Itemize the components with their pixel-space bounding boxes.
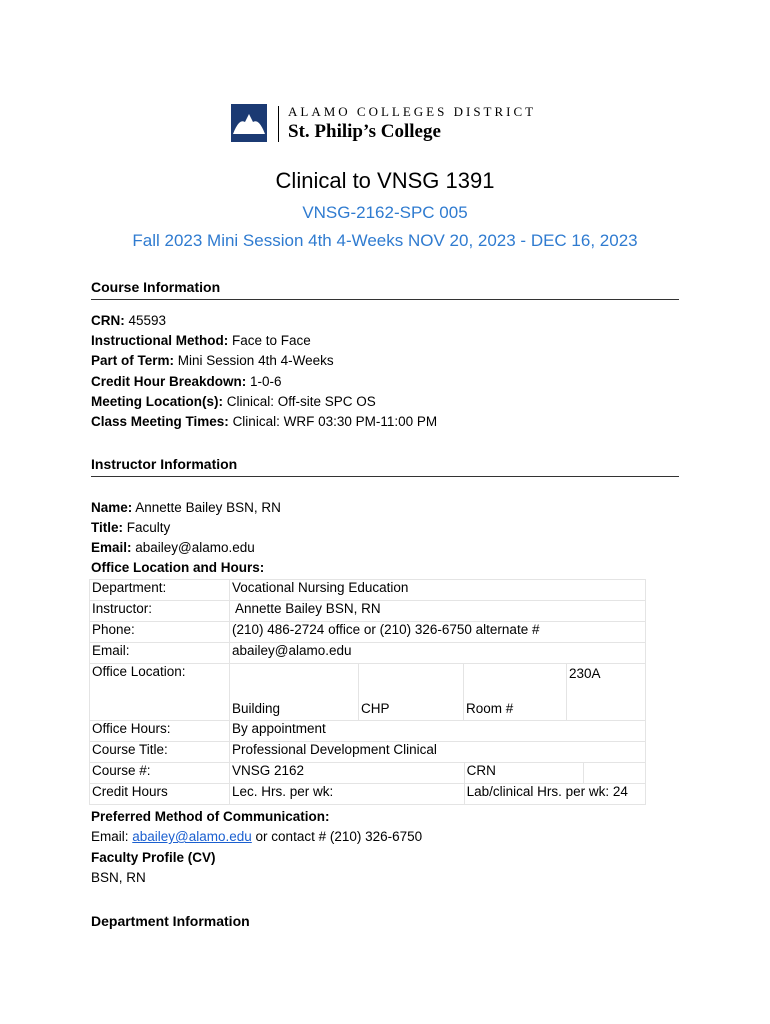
instructor-email-link[interactable]: abailey@alamo.edu [132,829,252,844]
lab-hours-label: Lab/clinical Hrs. per wk: 24 [464,784,645,805]
instructional-method-line: Instructional Method: Face to Face [91,333,311,348]
instructor-email-line: Email: abailey@alamo.edu [91,540,255,555]
instructor-title-line: Title: Faculty [91,520,171,535]
college-name: St. Philip’s College [288,121,441,142]
room-label: Room # [464,664,567,720]
phone-label: Phone: [90,622,230,643]
district-name: ALAMO COLLEGES DISTRICT [288,104,537,119]
department-label: Department: [90,580,230,601]
instructor-label: Instructor: [90,601,230,622]
room-value: 230A [569,666,601,681]
college-logo [231,104,551,144]
crn-line: CRN: 45593 [91,313,167,328]
office-info-table [89,579,646,805]
department-info-heading: Department Information [91,913,250,929]
credit-hours-label: Credit Hours [90,784,230,805]
course-section: VNSG-2162-SPC 005 [302,203,468,222]
building-label: Building [230,664,359,720]
office-location-cell [230,664,646,721]
office-location-subtable [230,664,645,720]
credit-hour-line: Credit Hour Breakdown: 1-0-6 [91,374,282,389]
building-value: CHP [359,664,464,720]
table-row [90,784,646,805]
meeting-location-line: Meeting Location(s): Clinical: Off-site SPC OS [91,394,376,409]
table-row [90,580,646,601]
term-dates: Fall 2023 Mini Session 4th 4-Weeks NOV 20, 2023 - DEC 16, 2023 [132,231,638,250]
office-hours-label: Office Hours: [90,721,230,742]
course-info-heading: Course Information [91,279,679,300]
faculty-profile-heading: Faculty Profile (CV) [91,850,216,865]
instructor-value: Annette Bailey BSN, RN [230,601,646,622]
office-location-heading: Office Location and Hours: [91,560,265,575]
faculty-profile-value: BSN, RN [91,870,146,885]
table-row [90,601,646,622]
table-row [90,742,646,763]
logo-divider [278,106,279,142]
course-title-label: Course Title: [90,742,230,763]
email-label: Email: [90,643,230,664]
table-row [90,721,646,742]
instructor-info-heading: Instructor Information [91,456,679,477]
course-number-label: Course #: [90,763,230,784]
preferred-method-heading: Preferred Method of Communication: [91,809,330,824]
table-row [90,643,646,664]
table-row [90,664,646,721]
college-logo-icon [231,104,267,142]
phone-value: (210) 486-2724 office or (210) 326-6750 alternate # [230,622,646,643]
preferred-method-line: Email: abailey@alamo.edu or contact # (210) 326-6750 [91,829,423,844]
table-row [90,763,646,784]
office-location-label: Office Location: [90,664,230,721]
table-row [90,622,646,643]
email-value: abailey@alamo.edu [230,643,646,664]
document-title: Clinical to VNSG 1391 [275,168,495,193]
crn-label: CRN [464,763,583,784]
meeting-times-line: Class Meeting Times: Clinical: WRF 03:30 PM-11:00 PM [91,414,438,429]
course-number-value: VNSG 2162 [230,763,465,784]
office-hours-value: By appointment [230,721,646,742]
department-value: Vocational Nursing Education [230,580,646,601]
instructor-name-line: Name: Annette Bailey BSN, RN [91,500,281,515]
lecture-hours-label: Lec. Hrs. per wk: [230,784,465,805]
part-of-term-line: Part of Term: Mini Session 4th 4-Weeks [91,353,334,368]
course-title-value: Professional Development Clinical [230,742,646,763]
crn-value [583,763,645,784]
